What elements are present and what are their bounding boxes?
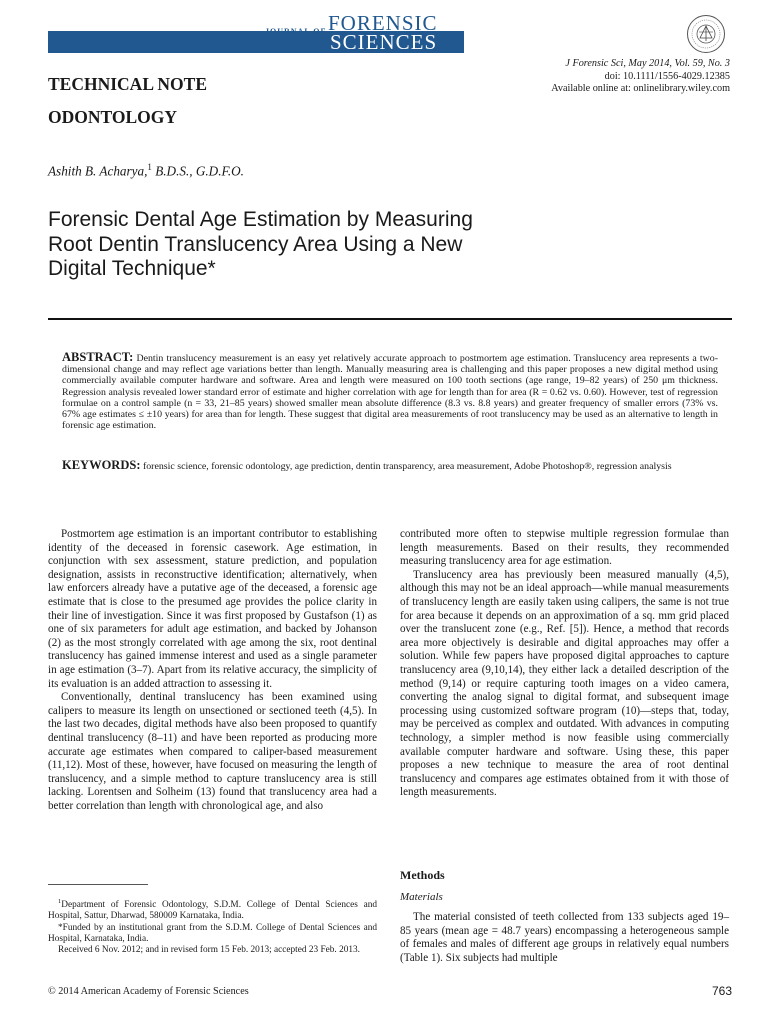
- citation-line-doi[interactable]: doi: 10.1111/1556-4029.12385: [604, 70, 730, 82]
- body-column-left: [48, 528, 377, 813]
- footnote-affiliation: [48, 896, 377, 923]
- keywords: [62, 460, 718, 472]
- body-paragraph: The material consisted of teeth collected from 133 subjects aged 19–85 years (mean age = 48.7 years) encompassing a heterogeneous sample of females and males of different age groups in relatively equal numbers (Table 1). Six subjects had multiple: [400, 911, 729, 964]
- footnote-sup: 1: [58, 898, 62, 905]
- citation-block: [551, 58, 730, 96]
- article-type: TECHNICAL NOTE: [48, 74, 207, 94]
- body-paragraph: Conventionally, dentinal translucency has been examined using calipers to measure its length on unsectioned or sectioned teeth (4,5). In the last two decades, digital methods have also been proposed to quantify dentinal translucency (8–11) and have been reported as producing more accurate age estimates when compared to caliper-based measurement (11,12). Most of these, however, have focused on measuring the length of translucency, and a simple method to capture translucency area is still lacking. Lorentsen and Solheim (13) found that translucency area had a better correlation than length with chronological age, and also: [48, 691, 377, 812]
- author-degrees: B.D.S., G.D.F.O.: [151, 163, 244, 179]
- page-number: 763: [711, 984, 732, 998]
- citation-line-online[interactable]: Available online at: onlinelibrary.wiley.com: [551, 83, 730, 94]
- article-section: ODONTOLOGY: [48, 107, 178, 127]
- article-title: [48, 208, 568, 282]
- body-paragraph: Translucency area has previously been measured manually (4,5), although this may not be an ideal approach—while manual measurements of translucency length are easily taken using calipers, the same is not true for area because it depends on an approximation of a sq. mm grid placed over the translucent zone (e.g., Ref. [5]). Hence, a method that records area more objectively is desirable and digital approaches may offer a solution. While few papers have proposed digital approaches to capture translucency area (9,10,14), they either lack a detailed description of the method (9,14) or require capturing tooth images on a video camera, converting the analog signal to digital format, and subsequent image processing using customized software program (10)—steps that, today, may be perceived as complex and outdated. With advances in computing technology, a simpler method is now feasible using commercially available computer hardware and software. Using these, this paper proposes a new technique to measure the area of root dentinal translucency and compares age estimates obtained from it with those of length measurements.: [400, 568, 729, 799]
- title-line: Forensic Dental Age Estimation by Measuring: [48, 208, 473, 231]
- abstract-label: ABSTRACT:: [62, 350, 134, 364]
- copyright-notice: © 2014 American Academy of Forensic Sciences: [48, 986, 249, 997]
- footnote-text: Department of Forensic Odontology, S.D.M. College of Dental Sciences and Hospital, Sattur, Dharwad, 580009 Karnataka, India.: [48, 900, 377, 922]
- author-affiliation-sup: 1: [147, 162, 152, 172]
- journal-of-label: JOURNAL OF: [265, 27, 327, 36]
- title-line: Root Dentin Translucency Area Using a New: [48, 232, 463, 256]
- section-heading-methods: Methods: [400, 868, 445, 882]
- journal-name-forensic: FORENSIC: [328, 11, 438, 35]
- abstract-text: Dentin translucency measurement is an easy yet relatively accurate approach to postmortem age estimation. Translucency area represents a two-dimensional change and may reflect age variations better than length. Manually measuring area is challenging and this paper proposes a new digital method using commercially available computer hardware and software. Area and length were measured on 100 tooth sections (age range, 19–82 years) of 250 μm thickness. Regression analysis revealed lower standard error of estimate and higher correlation with age for length than for area (R = 0.62 vs. 0.60). However, test of regression formulae on a control sample (n = 33, 21–85 years) showed smaller mean absolute difference (8.3 vs. 8.8 years) and greater frequency of smaller errors (73% vs. 67% age estimates ≤ ±10 years) for area than for length. These suggest that digital area measurements of root translucency may be used as an alternative to length in forensic age estimation.: [62, 353, 718, 432]
- footnote-funding: *Funded by an institutional grant from the S.D.M. College of Dental Sciences and Hospital, Karnataka, India.: [48, 922, 377, 944]
- body-paragraph: Postmortem age estimation is an important contributor to establishing identity of the deceased in forensic casework. Age estimation, in conjunction with sex assessment, stature prediction, and population designation, assists in reconstructive identification; alternatively, when law enforcers already have a putative age of the deceased, a forensic age estimate that is close to the presumed age provides the police clarity in their line of investigation. Since it was first proposed by Gustafson (1) as one of six parameters for adult age estimation, and backed by Johanson (2) as the most strongly correlated with age among the six, root dentinal translucency has gained immense interest and used as a single parameter in age estimation (3–7). Apart from its relative accuracy, the simplicity of its evaluation is an added attraction to assessing it.: [48, 528, 377, 690]
- keywords-label: KEYWORDS:: [62, 458, 141, 472]
- aafs-seal-icon: [686, 14, 726, 54]
- author-line: [48, 162, 244, 179]
- journal-name-sciences: SCIENCES: [330, 30, 438, 54]
- citation-line-journal: J Forensic Sci, May 2014, Vol. 59, No. 3: [565, 58, 730, 69]
- author-name: Ashith B. Acharya,: [48, 163, 148, 179]
- footnote-divider: [48, 884, 148, 885]
- abstract: [62, 352, 718, 431]
- keywords-text: forensic science, forensic odontology, age prediction, dentin transparency, area measurement, Adobe Photoshop®, regression analysis: [142, 461, 672, 472]
- body-paragraph: contributed more often to stepwise multiple regression formulae than length measurements. Based on their results, they recommended measuring translucency area for age estimation.: [400, 528, 729, 568]
- title-divider: [48, 318, 732, 320]
- body-column-right: [400, 528, 729, 800]
- methods-text: [400, 911, 729, 965]
- title-line: Digital Technique*: [48, 257, 216, 280]
- footnote-dates: Received 6 Nov. 2012; and in revised form 15 Feb. 2013; accepted 23 Feb. 2013.: [58, 944, 360, 955]
- footnotes: [48, 896, 377, 956]
- subsection-heading-materials: Materials: [400, 891, 443, 903]
